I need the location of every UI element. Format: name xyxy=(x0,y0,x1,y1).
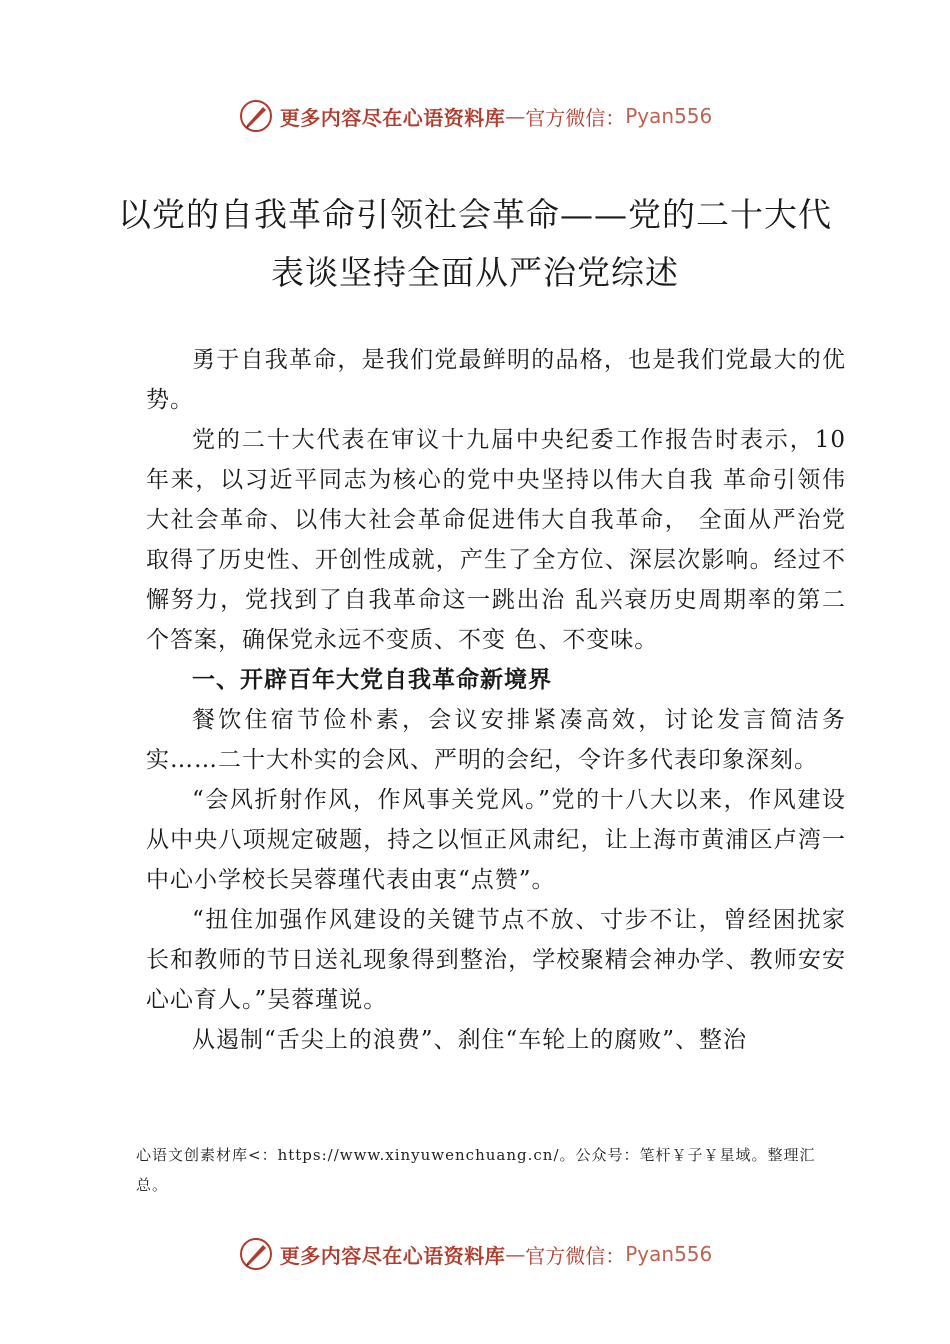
banner-text: 更多内容尽在心语资料库 xyxy=(279,105,506,130)
header-banner xyxy=(0,94,950,138)
banner-text: 更多内容尽在心语资料库 xyxy=(279,1243,506,1268)
banner-dash: — xyxy=(505,1242,526,1266)
footer-note: 心语文创素材库<：https://www.xinyuwenchuang.cn/。公众号：笔杆￥子￥星域。整理汇总。 xyxy=(136,1146,816,1194)
banner-label: 官方微信： xyxy=(525,1243,626,1268)
section-heading: 一、开辟百年大党自我革命新境界 xyxy=(192,667,552,693)
banner-wechat-id: Pyan556 xyxy=(625,104,713,128)
quill-logo-icon xyxy=(238,1236,274,1272)
paragraph: 党的二十大代表在审议十九届中央纪委工作报告时表示，10年来，以习近平同志为核心的党中央坚持以伟大自我 革命引领伟大社会革命、以伟大社会革命促进伟大自我革命， 全面从严治党取得了历史性、开创性成就，产生了全方位、深层次影响。经过不懈努力，党找到了自我革命这一跳出治 乱兴衰历史周期率的第二个答案，确保党永远不变质、不变 色、不变味。 xyxy=(146,427,846,653)
paragraph: “会风折射作风，作风事关党风。”党的十八大以来，作风建设从中央八项规定破题，持之以恒正风肃纪，让上海市黄浦区卢湾一中心小学校长吴蓉瑾代表由衷“点赞”。 xyxy=(146,787,846,893)
banner-label: 官方微信： xyxy=(525,105,626,130)
footer-banner xyxy=(0,1232,950,1276)
document-body xyxy=(146,340,846,1060)
banner-dash: — xyxy=(505,104,526,128)
paragraph: 勇于自我革命，是我们党最鲜明的品格，也是我们党最大的优势。 xyxy=(146,347,846,413)
paragraph: 从遏制“舌尖上的浪费”、刹住“车轮上的腐败”、整治 xyxy=(192,1027,748,1053)
quill-logo-icon xyxy=(238,98,274,134)
paragraph: 餐饮住宿节俭朴素，会议安排紧凑高效，讨论发言简洁务实……二十大朴实的会风、严明的会纪，令许多代表印象深刻。 xyxy=(146,707,846,773)
paragraph: “扭住加强作风建设的关键节点不放、寸步不让，曾经困扰家长和教师的节日送礼现象得到整治，学校聚精会神办学、教师安安心心育人。”吴蓉瑾说。 xyxy=(146,907,846,1013)
banner-wechat-id: Pyan556 xyxy=(625,1242,713,1266)
document-title: 以党的自我革命引领社会革命——党的二十大代表谈坚持全面从严治党综述 xyxy=(118,195,832,292)
